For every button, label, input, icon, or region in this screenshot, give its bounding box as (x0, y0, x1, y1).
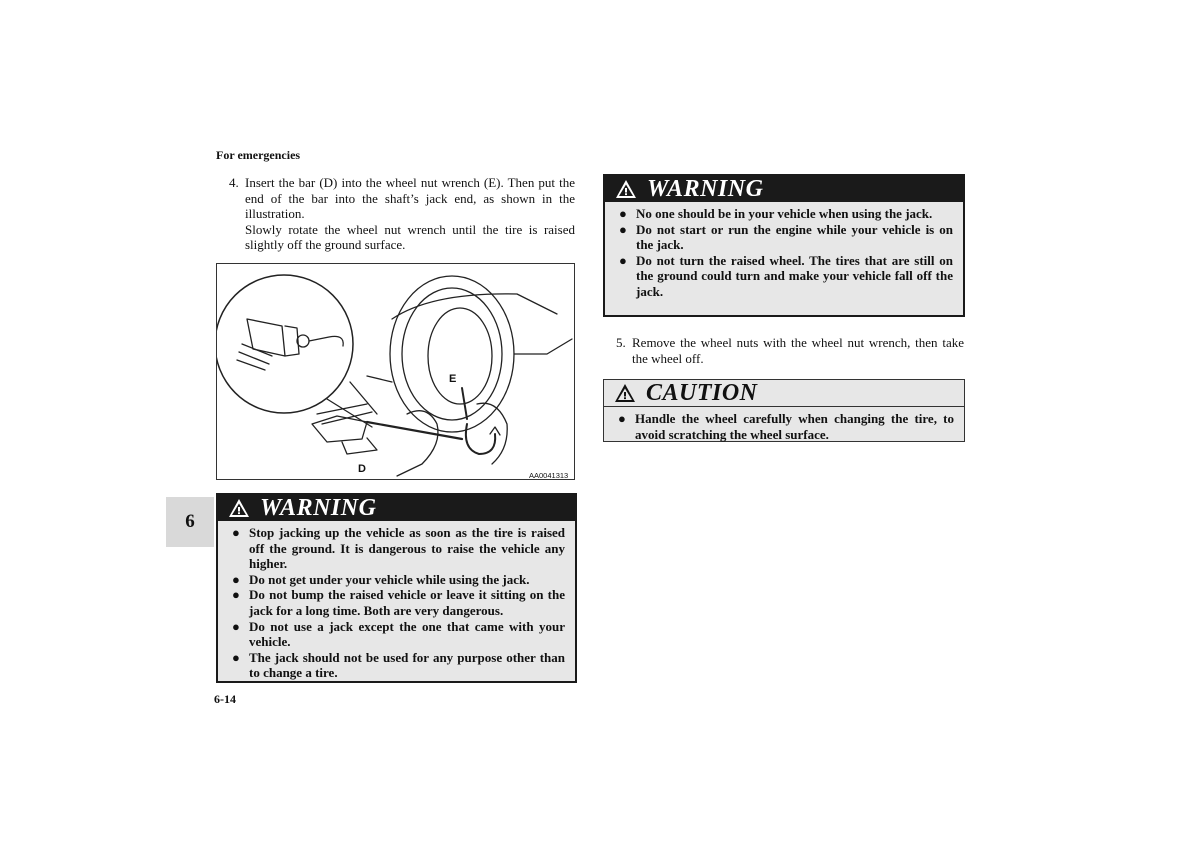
bullet-icon: ● (232, 649, 240, 665)
step-4-paragraph-2: Slowly rotate the wheel nut wrench until the tire is raised slightly off the ground surface. (245, 221, 575, 253)
list-item: ● Do not turn the raised wheel. The tires that are still on the ground could turn and make your vehicle fall off the jack. (619, 252, 953, 299)
bullet-icon: ● (232, 587, 240, 603)
list-item: ● Do not bump the raised vehicle or leave it sitting on the jack for a long time. Both are very dangerous. (232, 587, 565, 618)
wheel-rim (428, 308, 492, 404)
jack-wrench-drawing (217, 264, 576, 481)
list-item: ● Do not start or run the engine while your vehicle is on the jack. (619, 221, 953, 253)
bullet-icon: ● (619, 252, 627, 268)
fender-line (392, 294, 557, 319)
body-line (514, 339, 572, 354)
bullet-icon: ● (618, 411, 626, 426)
label-d: D (358, 463, 366, 475)
list-item: ● Do not get under your vehicle while using the jack. (232, 571, 530, 587)
step-5 (616, 335, 964, 366)
step-number: 5. (616, 335, 626, 350)
bullet-icon: ● (232, 525, 240, 540)
warning-header (605, 176, 963, 202)
step-4-paragraph-1: Insert the bar (D) into the wheel nut wrench (E). Then put the end of the bar into the shaft’s jack end, as shown in the illustration. (245, 175, 575, 222)
caution-box (603, 379, 965, 442)
bullet-icon: ● (232, 571, 240, 587)
warning-title: WARNING (260, 494, 377, 521)
sill-line (367, 376, 392, 382)
page-number: 6-14 (214, 692, 236, 706)
bar-d (367, 422, 462, 439)
list-item: ● Handle the wheel carefully when changing the tire, to avoid scratching the wheel surface. (618, 411, 954, 442)
detail-bar-lines (237, 344, 272, 370)
detail-hook-ring (297, 335, 309, 347)
tire-outline (390, 276, 514, 432)
warning-triangle-icon (614, 383, 636, 403)
warning-box-right (603, 174, 965, 317)
tire-inner (402, 288, 502, 420)
caution-title: CAUTION (646, 379, 758, 406)
list-item: ● Stop jacking up the vehicle as soon as the tire is raised off the ground. It is dangerous to raise the vehicle any higher. (232, 525, 565, 572)
caution-header (604, 380, 964, 407)
step-5-paragraph-1: Remove the wheel nuts with the wheel nut wrench, then take the wheel off. (632, 335, 964, 366)
figure-code: AA0041313 (529, 471, 569, 480)
step-4 (229, 175, 575, 253)
jack-illustration (216, 263, 575, 480)
bullet-icon: ● (232, 618, 240, 634)
list-item: ● Do not use a jack except the one that came with your vehicle. (232, 618, 565, 650)
detail-jack-end (247, 319, 285, 356)
left-hand (397, 411, 438, 476)
warning-triangle-icon (228, 498, 250, 518)
section-title: For emergencies (216, 148, 301, 162)
detail-pointer-2 (350, 382, 377, 414)
detail-circle (217, 275, 353, 413)
warning-header (218, 495, 575, 521)
detail-hook (309, 336, 343, 346)
list-item: ● The jack should not be used for any purpose other than to change a tire. (232, 649, 565, 681)
step-number: 4. (229, 175, 239, 190)
warning-box-left (216, 493, 577, 683)
label-e: E (449, 373, 457, 385)
bullet-icon: ● (619, 206, 627, 221)
warning-triangle-icon (615, 179, 637, 199)
chapter-tab: 6 (166, 497, 214, 547)
caution-list (604, 407, 964, 445)
warning-list (605, 202, 963, 303)
list-item: ● No one should be in your vehicle when using the jack. (619, 206, 933, 221)
bullet-icon: ● (619, 221, 627, 237)
warning-title: WARNING (647, 175, 764, 202)
warning-list (218, 521, 575, 684)
